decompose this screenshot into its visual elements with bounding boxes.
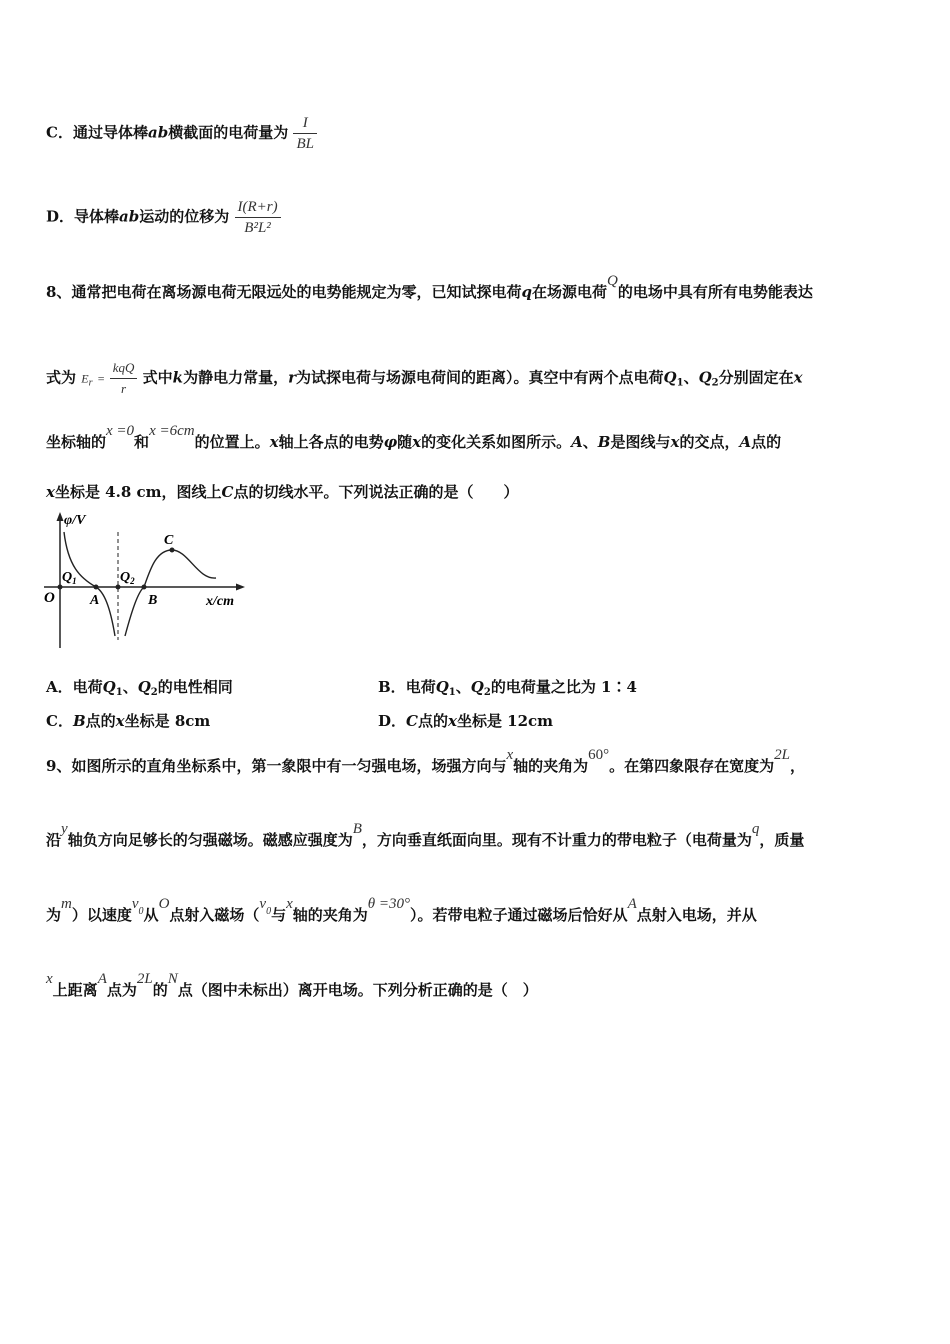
c-label: C [164,533,174,548]
potential-graph [40,510,250,650]
y-axis-label: φ/V [64,513,86,528]
charge: Q [470,678,484,696]
text: 、 [455,678,471,696]
variable: x [115,712,125,730]
text: 轴的夹角为 [292,906,368,924]
charge: Q [102,678,116,696]
q9-line-1 [46,747,806,777]
text: 的变化关系如图所示。 [421,433,572,451]
variable: y [61,821,68,837]
variable: v [131,896,139,912]
text: 点射入电场，并从 [636,906,757,924]
point-q2 [116,585,121,590]
variable: x [506,747,514,763]
option-text: 运动的位移为 [139,207,230,226]
charge: Q [663,368,677,387]
option-text: 横截面的电荷量为 [168,123,289,142]
variable: N [167,971,178,987]
text: 。在第四象限存在宽度为 [609,757,775,775]
text: ）以速度 [71,906,132,924]
sub: 0 [138,906,144,917]
text: 点为 [106,981,137,999]
q9-line-2 [46,821,805,851]
text: 为试探电荷与场源电荷间的距离）。真空中有两个点电荷 [296,368,664,387]
variable: Q [606,273,618,289]
text: 轴上各点的电势 [278,433,384,451]
text: 电荷 [405,678,436,696]
text: ）。若带电粒子通过磁场后恰好从 [410,906,628,924]
q8-option-d [378,710,553,731]
q8-line-1 [46,273,813,303]
fraction-kqq-over-r [110,358,138,399]
variable: O [158,896,170,912]
charge: Q [698,368,712,387]
option-label: D． [378,712,407,730]
q8-line-3 [46,423,782,453]
text: 如图所示的直角坐标系中，第一象限中有一匀强电场，场强方向与 [71,757,507,775]
distance-expr: 2L [136,971,153,987]
option-text: 通过导体棒 [72,123,148,142]
denominator: r [110,378,138,399]
point: A [739,433,752,451]
angle-expr: θ =30° [367,896,411,912]
text: 的电场中具有所有电势能表达 [617,283,813,301]
x-axis-label: x/cm [206,594,234,609]
point-b [142,585,147,590]
option-label: A． [46,678,73,696]
text: 点射入磁场（ [169,906,260,924]
q8-option-c [46,710,210,731]
q2-label: $Q_2$ [120,570,135,586]
text: 坐标轴的 [46,433,107,451]
question-number: 9、 [46,757,72,775]
point: C [221,483,234,501]
numerator: I [302,115,308,131]
text: 式中 [142,368,173,387]
sub: 2 [150,687,158,698]
denominator: B²L² [235,217,281,238]
q8-option-a [46,676,233,698]
text: 为 [46,906,62,924]
q7-option-d [46,197,281,238]
variable: r [288,368,296,387]
q8-option-b [378,676,637,698]
text: ，方向垂直纸面向里。现有不计重力的带电粒子（电荷量为 [361,831,752,849]
q9-line-4 [46,971,538,1001]
text: 分别固定在 [718,368,794,387]
text: 、 [683,368,699,387]
variable: φ [383,433,398,451]
text: 与 [271,906,287,924]
variable: x [46,971,53,987]
charge: Q [137,678,151,696]
variable: q [751,821,760,837]
text: 轴负方向足够长的匀强磁场。磁感应强度为 [67,831,353,849]
text: 坐标是 8cm [124,712,211,730]
variable: x [793,368,803,387]
q8-line-2 [46,358,803,399]
text: 的电性相同 [157,678,233,696]
text: 在场源电荷 [531,283,607,301]
option-label: C． [46,712,73,730]
text: 点的切线水平。下列说法正确的是（ ） [233,483,519,501]
q1-label: $Q_1$ [62,570,77,586]
text: 、 [122,678,138,696]
sub: 1 [676,377,684,389]
sub: 2 [483,687,491,698]
variable: x [269,433,279,451]
option-label: D． [46,207,75,226]
a-label: A [90,593,100,608]
width-expr: 2L [774,747,790,763]
point-c [170,548,175,553]
text: 为静电力常量， [183,368,289,387]
q9-line-3 [46,896,757,931]
variable: ab [147,123,169,142]
variable: q [521,283,532,301]
curve-right-branch [125,550,216,636]
position-expr: x =6cm [149,423,195,439]
sub: 1 [115,687,123,698]
text: 上距离 [52,981,98,999]
variable: A [627,896,637,912]
sub: 2 [711,377,719,389]
point: B [72,712,86,730]
text: 、 [582,433,598,451]
b-label: B [148,593,158,608]
formula-sub: r [88,377,93,389]
variable: x [447,712,457,730]
variable: v [259,896,267,912]
variable: x [286,896,293,912]
fraction-displacement [235,197,281,238]
point: C [406,712,418,730]
numerator: kqQ [112,360,135,375]
variable: A [97,971,107,987]
text: 是图线与 [610,433,671,451]
text: 点的 [751,433,782,451]
variable: k [172,368,184,387]
angle-expr: 60° [588,747,610,763]
text: 点（图中未标出）离开电场。下列分析正确的是（ ） [177,981,538,999]
fraction-i-over-bl [293,113,317,154]
point: B [597,433,611,451]
text: 电荷 [72,678,103,696]
option-label: C． [46,123,73,142]
sub: 0 [266,906,272,917]
option-text: 导体棒 [74,207,120,226]
variable: x [670,433,680,451]
sub: 1 [448,687,456,698]
text: 点的 [417,712,448,730]
point-q1 [58,585,63,590]
option-label: B． [378,678,406,696]
variable: x [46,483,55,501]
text: 和 [134,433,150,451]
charge: Q [435,678,449,696]
text: 坐标是 4.8 cm，图线上 [54,483,222,501]
text: 的 [152,981,168,999]
q8-line-4 [46,482,518,502]
variable: m [61,896,72,912]
text: 点的 [85,712,116,730]
formula-lhs: E [81,371,89,386]
variable: x [412,433,422,451]
text: 沿 [46,831,62,849]
variable: B [352,821,362,837]
denominator: BL [293,133,317,154]
text: 随 [397,433,413,451]
text: ， [790,757,806,775]
text: 的位置上。 [194,433,270,451]
point: A [571,433,583,451]
text: 通常把电荷在离场源电荷无限远处的电势能规定为零，已知试探电荷 [71,283,522,301]
origin-label: O [44,590,55,606]
text: ，质量 [759,831,805,849]
position-expr: x =0 [106,423,135,439]
text: 轴的夹角为 [513,757,589,775]
point-a [94,585,99,590]
text: 式为 [46,368,77,387]
q7-option-c [46,113,317,154]
text: 的交点， [679,433,740,451]
text: 坐标是 12cm [456,712,554,730]
question-number: 8、 [46,283,72,301]
formula-eq: = [97,371,105,386]
text: 的电荷量之比为 1∶4 [490,678,637,696]
numerator: I(R+r) [237,199,278,215]
text: 从 [143,906,159,924]
variable: ab [119,207,140,226]
